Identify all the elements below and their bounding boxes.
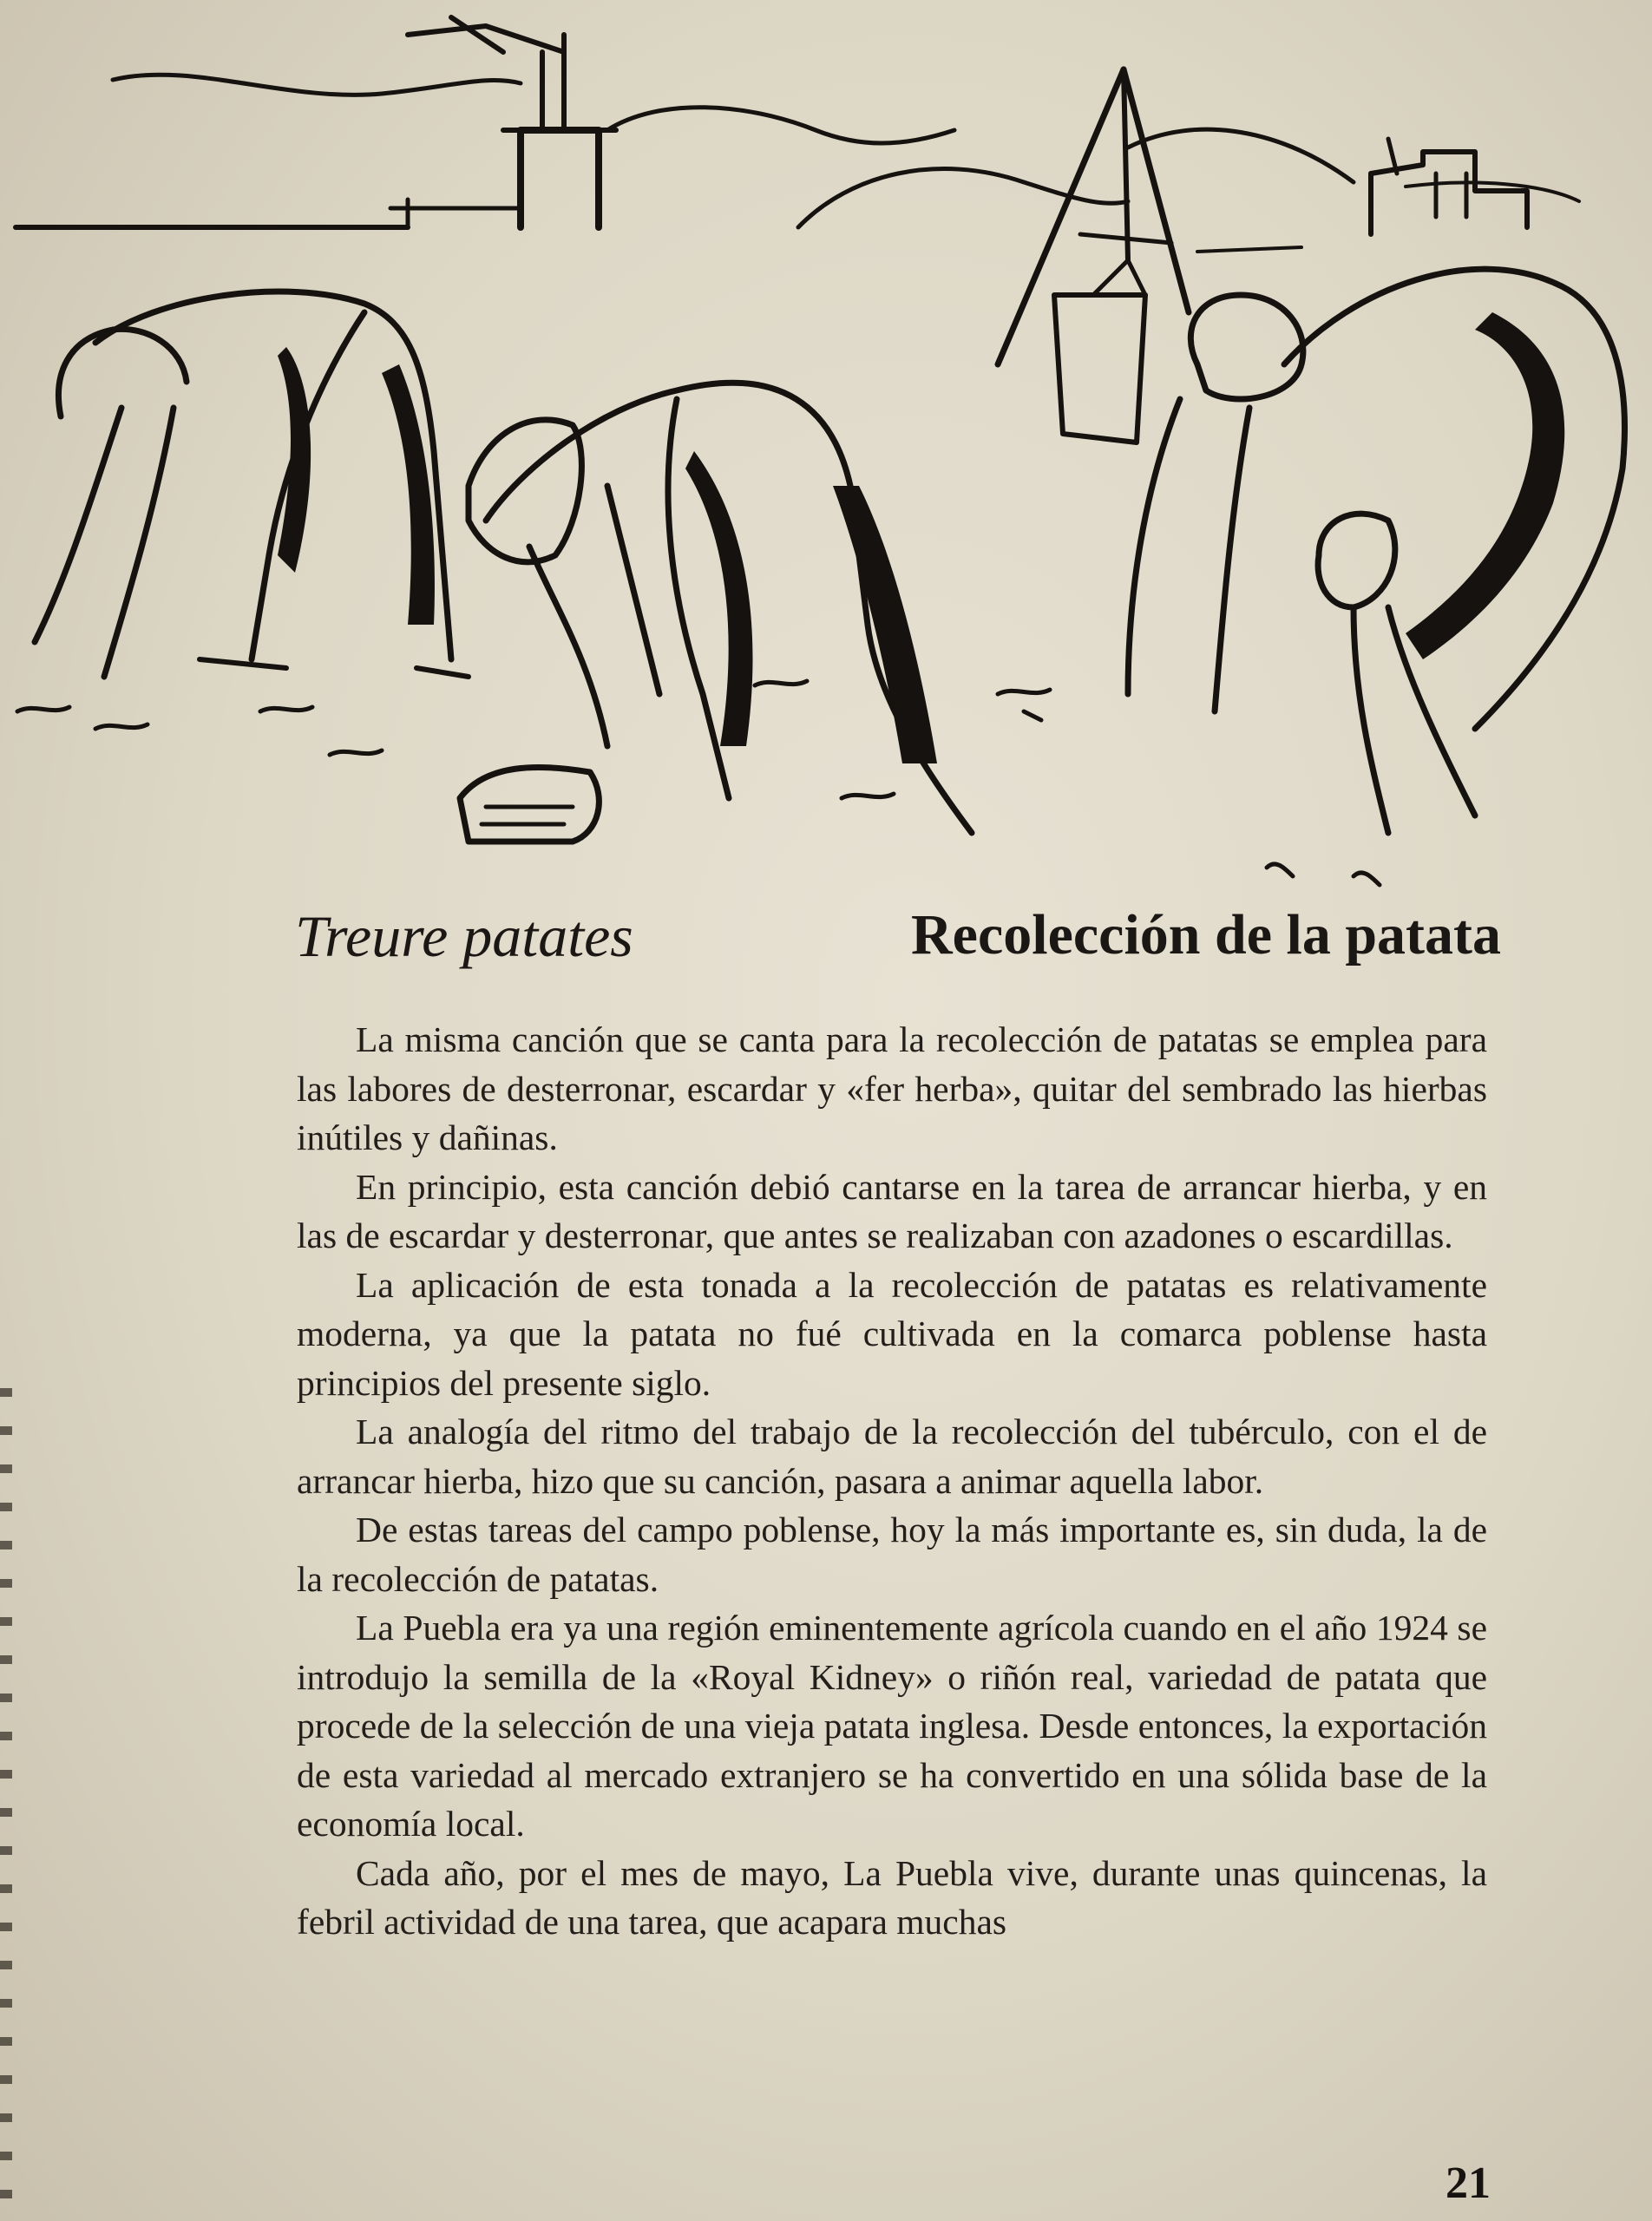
paragraph-5: De estas tareas del campo poblense, hoy la más importante es, sin duda, la de la recolección de patatas.: [297, 1510, 1487, 1599]
paragraph-2: En principio, esta canción debió cantarse en la tarea de arrancar hierba, y en las de escardar y desterronar, que antes se realizaban con azadones o escardillas.: [297, 1166, 1487, 1255]
body-text: [297, 1015, 1487, 1947]
spiral-binding: [0, 1388, 12, 2221]
paragraph-3: La aplicación de esta tonada a la recolección de patatas es relativamente moderna, ya que la patata no fué cultivada en la comarca poblense hasta principios del presente siglo.: [297, 1264, 1487, 1403]
page-number: 21: [1446, 2159, 1491, 2208]
catalan-title: Treure patates: [295, 903, 633, 969]
paragraph-4: La analogía del ritmo del trabajo de la recolección del tubérculo, con el de arrancar hierba, hizo que su canción, pasara a animar aquella labor.: [297, 1412, 1487, 1501]
title-row: [295, 902, 1501, 998]
potato-harvest-drawing-icon: [0, 0, 1652, 902]
paragraph-7: Cada año, por el mes de mayo, La Puebla vive, durante unas quincenas, la febril actividad de una tarea, que acapara muchas: [297, 1852, 1487, 1942]
paragraph-1: La misma canción que se canta para la recolección de patatas se emplea para las labores de desterronar, escardar y «fer herba», quitar del sembrado las hierbas inútiles y dañinas.: [297, 1019, 1487, 1157]
paragraph-6: La Puebla era ya una región eminentemente agrícola cuando en el año 1924 se introdujo la semilla de la «Royal Kidney» o riñón real, variedad de patata que procede de la selección de una vieja patata inglesa. Desde entonces, la exportación de esta variedad al mercado extranjero se ha convertido en una sólida base de la economía local.: [297, 1608, 1487, 1844]
spanish-title: Recolección de la patata: [910, 903, 1501, 966]
